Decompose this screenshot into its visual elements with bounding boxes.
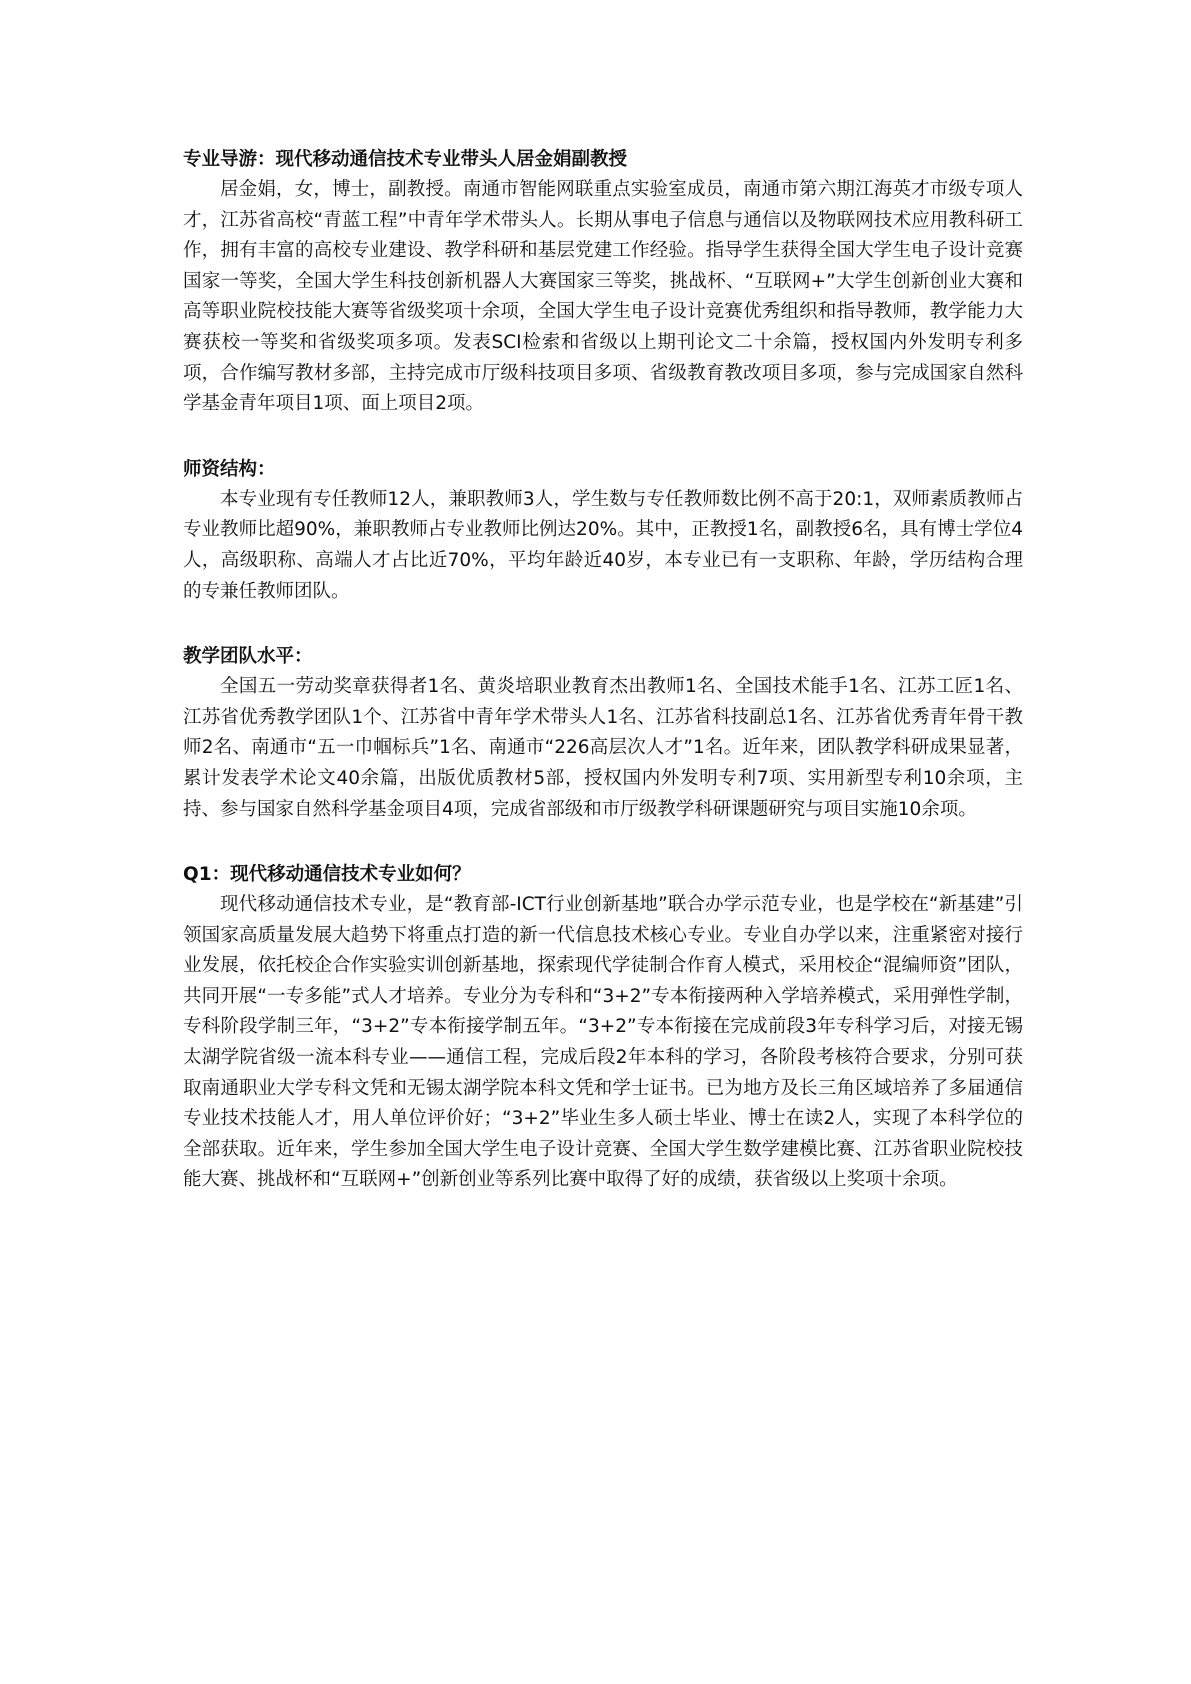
section-heading: Q1：现代移动通信技术专业如何？ bbox=[183, 864, 471, 886]
section-paragraph: 现代移动通信技术专业，是“教育部-ICT行业创新基地”联合办学示范专业，也是学校在“新基建”引领国家高质量发展大趋势下将重点打造的新一代信息技术核心专业。专业自办学以来，注重紧密对接行业发展，依托校企合作实验实训创新基地，探索现代学徒制合作育人模式，采用校企“混编师资”团队，共同开展“一专多能”式人才培养。专业分为专科和“3+2”专本衔接两种入学培养模式，采用弹性学制，专科阶段学制三年，“3+2”专本衔接学制五年。“3+2”专本衔接在完成前段3年专科学习后，对接无锡太湖学院省级一流本科专业——通信工程，完成后段2年本科的学习，各阶段考核符合要求，分别可获取南通职业大学专科文凭和无锡太湖学院本科文凭和学士证书。已为地方及长三角区域培养了多届通信专业技术技能人才，用人单位评价好；“3+2”毕业生多人硕士毕业、博士在读2人，实现了本科学位的全部获取。近年来，学生参加全国大学生电子设计竞赛、全国大学生数学建模比赛、江苏省职业院校技能大赛、挑战杯和“互联网+”创新创业等系列比赛中取得了好的成绩，获省级以上奖项十余项。 bbox=[183, 894, 1023, 1191]
section-q1 bbox=[183, 860, 1023, 1196]
document-page bbox=[183, 145, 1023, 1231]
section-heading: 师资结构： bbox=[183, 458, 276, 480]
section-paragraph: 全国五一劳动奖章获得者1名、黄炎培职业教育杰出教师1名、全国技术能手1名、江苏工匠1名、江苏省优秀教学团队1个、江苏省中青年学术带头人1名、江苏省科技副总1名、江苏省优秀青年骨干教师2名、南通市“五一巾帼标兵”1名、南通市“226高层次人才”1名。近年来，团队教学科研成果显著，累计发表学术论文40余篇，出版优质教材5部，授权国内外发明专利7项、实用新型专利10余项，主持、参与国家自然科学基金项目4项，完成省部级和市厅级教学科研课题研究与项目实施10余项。 bbox=[183, 676, 1023, 820]
section-heading: 教学团队水平： bbox=[183, 646, 313, 668]
section-faculty-structure bbox=[183, 455, 1023, 607]
section-paragraph: 本专业现有专任教师12人，兼职教师3人，学生数与专任教师数比例不高于20:1，双师素质教师占专业教师比超90%，兼职教师占专业教师比例达20%。其中，正教授1名，副教授6名，具有博士学位4人，高级职称、高端人才占比近70%，平均年龄近40岁，本专业已有一支职称、年龄，学历结构合理的专兼任教师团队。 bbox=[183, 488, 1023, 602]
section-program-leader bbox=[183, 145, 1023, 420]
section-teaching-team bbox=[183, 642, 1023, 825]
section-heading: 专业导游：现代移动通信技术专业带头人居金娟副教授 bbox=[183, 149, 628, 170]
section-paragraph: 居金娟，女，博士，副教授。南通市智能网联重点实验室成员，南通市第六期江海英才市级专项人才，江苏省高校“青蓝工程”中青年学术带头人。长期从事电子信息与通信以及物联网技术应用教科研工作，拥有丰富的高校专业建设、教学科研和基层党建工作经验。指导学生获得全国大学生电子设计竞赛国家一等奖，全国大学生科技创新机器人大赛国家三等奖，挑战杯、“互联网+”大学生创新创业大赛和高等职业院校技能大赛等省级奖项十余项，全国大学生电子设计竞赛优秀组织和指导教师，教学能力大赛获校一等奖和省级奖项多项。发表SCI检索和省级以上期刊论文二十余篇，授权国内外发明专利多项，合作编写教材多部，主持完成市厅级科技项目多项、省级教育教改项目多项，参与完成国家自然科学基金青年项目1项、面上项目2项。 bbox=[183, 179, 1023, 415]
